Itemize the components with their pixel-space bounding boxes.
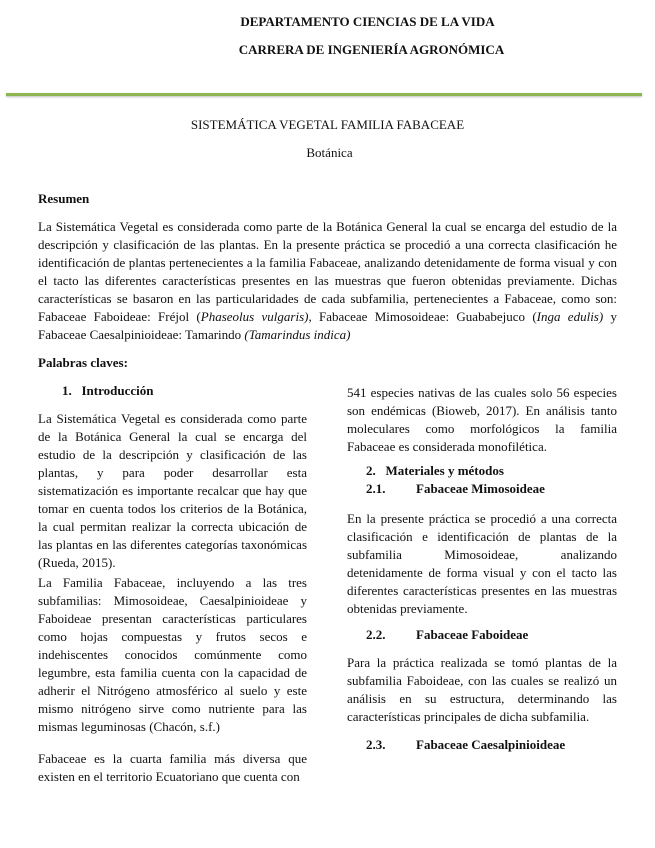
keywords-heading: Palabras claves:	[38, 355, 128, 370]
section-heading-2-3: 2.3. Fabaceae Caesalpinioideae	[366, 737, 566, 752]
intro-paragraph: La Sistemática Vegetal es considerada como parte de la Botánica General la cual se encarga del estudio de la descripción y clasificación de las plantas, y para poder desarrollar esta sistematización es importante recalcar que hay que tomar en cuenta todos los criterios de la Botánica, la cual permitan realizar la correcta ubicación de las plantas en las diferentes categorías taxonómicas (Rueda, 2015).	[38, 411, 307, 570]
section-heading-2-2: 2.2. Fabaceae Faboideae	[366, 627, 529, 642]
document-title: SISTEMÁTICA VEGETAL FAMILIA FABACEAE	[190, 117, 465, 132]
section-paragraph-2-2: Para la práctica realizada se tomó plantas de la subfamilia Faboideae, con las cuales se realizó un análisis en su estructura, determinando las características principales de dicha subfamilia.	[347, 655, 617, 724]
section-paragraph-2-1: En la presente práctica se procedió a una correcta clasificación e identificación de plantas de la subfamilia Mimosoideae, analizando detenidamente de forma visual y con el tacto las diferentes características presentes en las muestras obtenidas previamente.	[347, 511, 617, 616]
department-header: DEPARTAMENTO CIENCIAS DE LA VIDA	[240, 14, 495, 29]
abstract-text: La Sistemática Vegetal es considerada como parte de la Botánica General la cual se encarga del estudio de la descripción y clasificación de las plantas. En la presente práctica se procedió a una correcta clasificación he identificación de plantas pertenecientes a la familia Fabaceae, analizando detenidamente de forma visual y con el tacto las diferentes características presentes en las muestras que fueron obtenidas previamente. Dichas características se basaron en las particularidades de cada subfamilia, pertenecientes a Fabaceae, como son: Fabaceae Faboideae: Fréjol (Phaseolus vulgaris), Fabaceae Mimosoideae: Guababejuco (Inga edulis) y Fabaceae Caesalpinioideae: Tamarindo (Tamarindus indica)	[38, 219, 618, 342]
intro-paragraph: Fabaceae es la cuarta familia más diversa que existen en el territorio Ecuatoriano que cuenta con	[38, 751, 307, 784]
methods-heading: 2. Materiales y métodos	[366, 463, 504, 478]
intro-paragraph-continued: 541 especies nativas de las cuales solo 56 especies son endémicas (Bioweb, 2017). En análisis tanto moleculares como morfológicos la familia Fabaceae es considerada monofilética.	[347, 385, 617, 454]
career-header: CARRERA DE INGENIERÍA AGRONÓMICA	[238, 42, 505, 57]
abstract-heading: Resumen	[38, 191, 90, 206]
intro-paragraph: La Familia Fabaceae, incluyendo a las tres subfamilias: Mimosoideae, Caesalpinioideae y Faboideae presentan características particulares como hojas compuestas y frutos secos e indehiscentes conocidos comúnmente como legumbre, esta familia cuenta con la capacidad de adherir el Nitrógeno atmosférico al suelo y este mismo nitrógeno sirve como nutriente para las mismas leguminosas (Chacón, s.f.)	[38, 575, 307, 734]
subject: Botánica	[306, 145, 353, 160]
intro-heading: 1. Introducción	[62, 383, 154, 398]
header-divider	[6, 93, 642, 96]
section-heading-2-1: 2.1. Fabaceae Mimosoideae	[366, 481, 545, 496]
